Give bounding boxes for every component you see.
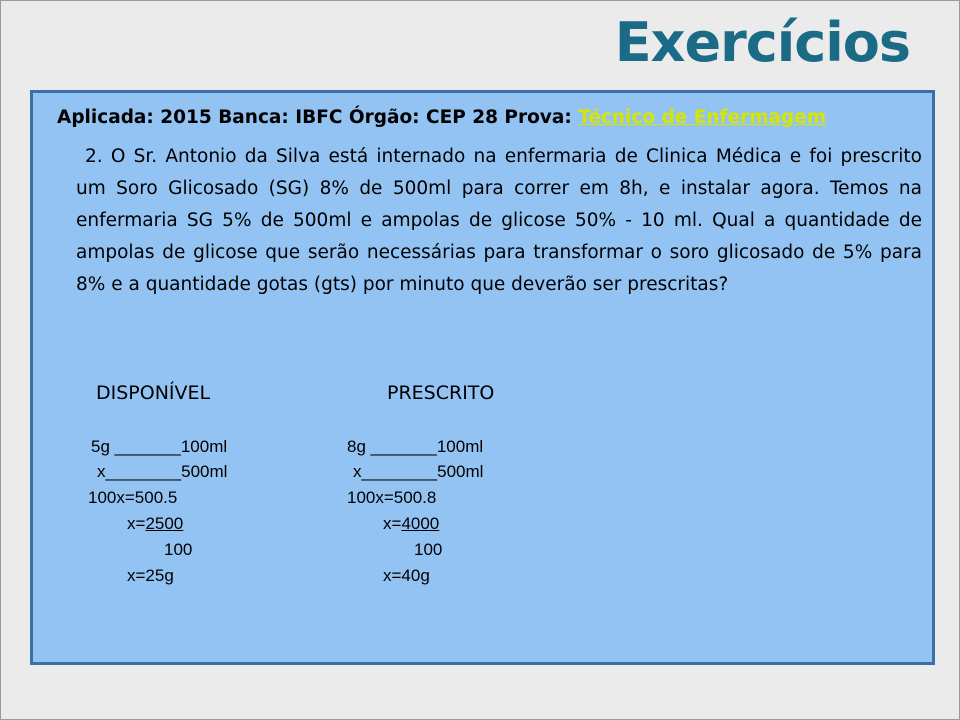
prescrito-l4-a: x= [383, 514, 402, 533]
prescrito-line-3: 100x=500.8 [347, 488, 437, 507]
disponivel-l4-a: x= [127, 514, 146, 533]
disponivel-l2-b: 500ml [181, 462, 228, 481]
disponivel-l2-blank: ________ [105, 462, 182, 481]
disponivel-line-6: x=25g [127, 566, 174, 585]
exam-header [57, 104, 826, 132]
disponivel-line-2 [97, 462, 227, 482]
disponivel-line-5: 100 [164, 540, 193, 559]
prescrito-line-4 [383, 514, 439, 534]
disponivel-l1-blank: _______ [114, 437, 181, 456]
prescrito-l1-blank: _______ [370, 437, 437, 456]
disponivel-heading: DISPONÍVEL [96, 382, 211, 404]
disponivel-l4-b: 2500 [145, 514, 184, 533]
question-text: 2. O Sr. Antonio da Silva está internado na enfermaria de Clinica Médica e foi prescrito um Soro Glicosado (SG) 8% de 500ml para correr em 8h, e instalar agora. Temos na enfermaria SG 5% de 500ml e ampolas de glicose 50% - 10 ml. Qual a quantidade de ampolas de glicose que serão necessárias para transformar o soro glicosado de 5% para 8% e a quantidade gotas (gts) por minuto que deverão ser prescritas? [76, 146, 922, 295]
prescrito-heading: PRESCRITO [387, 382, 495, 404]
prescrito-l1-b: 100ml [436, 437, 484, 456]
disponivel-l1-a: 5g [91, 437, 110, 456]
prescrito-line-1 [347, 437, 483, 457]
prescrito-l4-b: 4000 [401, 514, 440, 533]
disponivel-l1-b: 100ml [180, 437, 228, 456]
exam-link[interactable]: Técnico de Enfermagem [578, 107, 827, 128]
prescrito-l1-a: 8g [347, 437, 366, 456]
disponivel-l2-a: x [97, 462, 106, 481]
exam-header-text: Aplicada: 2015 Banca: IBFC Órgão: CEP 28 Prova: [57, 107, 579, 128]
slide-title: Exercícios [614, 11, 910, 74]
prescrito-l2-blank: ________ [361, 462, 438, 481]
prescrito-line-5: 100 [414, 540, 443, 559]
disponivel-line-4 [127, 514, 183, 534]
disponivel-line-1 [91, 437, 227, 457]
prescrito-line-6: x=40g [383, 566, 430, 585]
prescrito-line-2 [353, 462, 483, 482]
prescrito-l2-a: x [353, 462, 362, 481]
prescrito-l2-b: 500ml [437, 462, 484, 481]
disponivel-line-3: 100x=500.5 [88, 488, 178, 507]
